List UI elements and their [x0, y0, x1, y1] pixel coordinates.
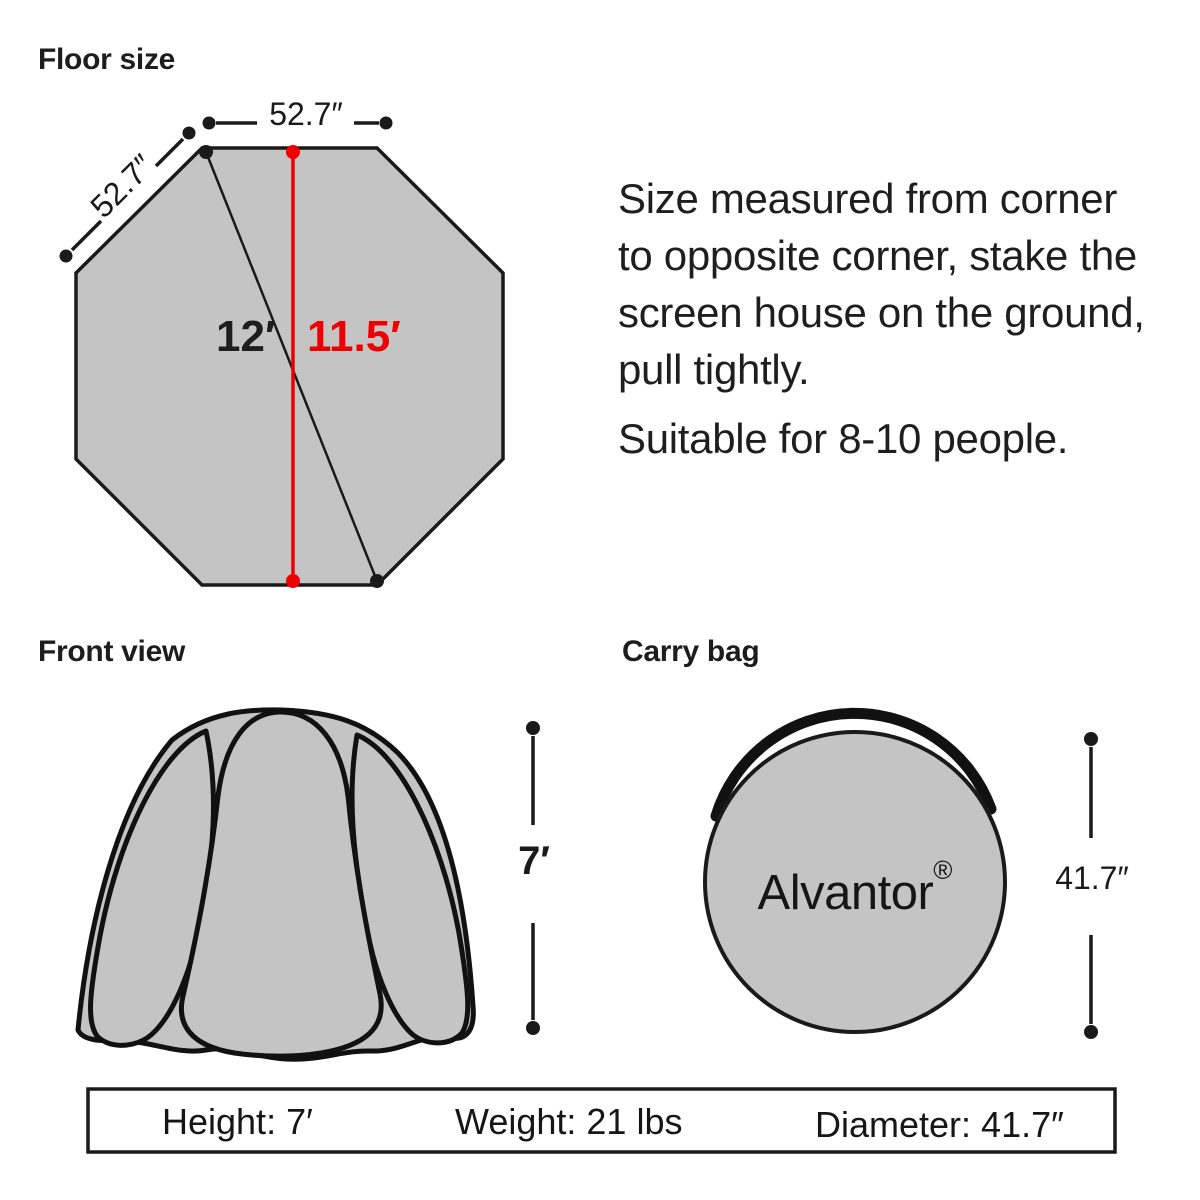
capacity-note: Suitable for 8-10 people. — [618, 415, 1069, 462]
tent-front-view-illustration — [78, 710, 473, 1059]
bag-brand — [695, 857, 1015, 918]
dim-dot — [380, 117, 393, 130]
diagonal-end-dot-top — [199, 145, 213, 159]
size-description — [618, 170, 1145, 398]
floor-size-heading: Floor size — [38, 43, 176, 76]
octagon-floor-shape — [76, 148, 503, 585]
vertical-span-label: 11.5′ — [307, 312, 401, 361]
carry-bag-heading: Carry bag — [622, 635, 760, 668]
size-description-line: to opposite corner, stake the — [618, 232, 1137, 279]
size-description-line: screen house on the ground, — [618, 289, 1145, 336]
tent-height-label: 7′ — [518, 839, 550, 883]
diagonal-edge-dim-label: 52.7″ — [83, 147, 161, 225]
dim-dot — [60, 250, 73, 263]
bag-diameter-label: 41.7″ — [1055, 860, 1129, 896]
corner-diagonal-label: 12′ — [216, 312, 276, 361]
size-description-line: pull tightly. — [618, 346, 810, 393]
spec-diameter: Diameter: 41.7″ — [815, 1104, 1064, 1145]
size-description-line: Size measured from corner — [618, 175, 1118, 222]
brand-name: Alvantor — [757, 866, 934, 920]
dim-dot — [526, 1021, 540, 1035]
dim-dot — [1084, 732, 1098, 746]
registered-trademark-symbol: ® — [933, 855, 953, 885]
vertical-end-dot-bottom — [286, 574, 300, 588]
dim-dot — [183, 127, 196, 140]
spec-height: Height: 7′ — [162, 1101, 313, 1142]
dim-dot — [1084, 1025, 1098, 1039]
diagonal-end-dot-bottom — [370, 574, 384, 588]
front-view-heading: Front view — [38, 635, 186, 668]
top-edge-dim-label: 52.7″ — [269, 96, 343, 132]
dim-dot — [203, 117, 216, 130]
vertical-end-dot-top — [286, 145, 300, 159]
dim-dot — [526, 721, 540, 735]
spec-weight: Weight: 21 lbs — [455, 1101, 683, 1142]
